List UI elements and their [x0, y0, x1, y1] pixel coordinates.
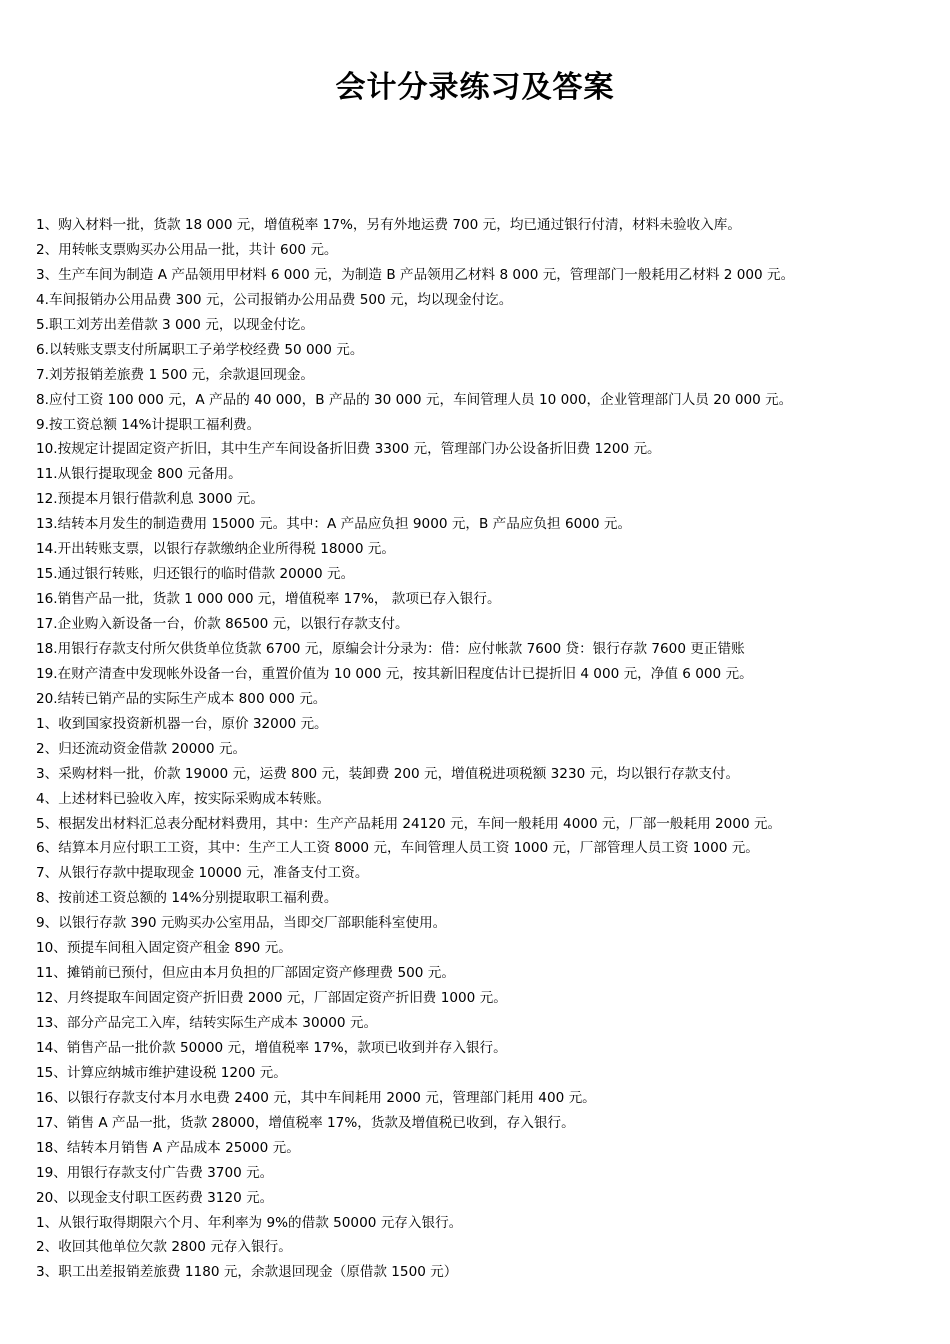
exercise-line: 16.销售产品一批，货款 1 000 000 元，增值税率 17%， 款项已存入银行。: [36, 591, 501, 608]
exercise-line: 4.车间报销办公用品费 300 元，公司报销办公用品费 500 元，均以现金付讫。: [36, 291, 513, 308]
exercise-line: 6.以转账支票支付所属职工子弟学校经费 50 000 元。: [36, 341, 364, 358]
exercise-line: 1、从银行取得期限六个月、年利率为 9%的借款 50000 元存入银行。: [36, 1214, 463, 1231]
exercise-line: 6、结算本月应付职工工资，其中：生产工人工资 8000 元，车间管理人员工资 1000 元，厂部管理人员工资 1000 元。: [36, 840, 759, 857]
exercise-line: 15.通过银行转账，归还银行的临时借款 20000 元。: [36, 566, 355, 583]
exercise-line: 15、计算应纳城市维护建设税 1200 元。: [36, 1064, 287, 1081]
exercise-line: 1、收到国家投资新机器一台，原价 32000 元。: [36, 715, 328, 732]
exercise-line: 1、购入材料一批，货款 18 000 元，增值税率 17%，另有外地运费 700 元，均已通过银行付清，材料未验收入库。: [36, 217, 741, 233]
exercise-line: 3、采购材料一批，价款 19000 元，运费 800 元，装卸费 200 元，增值税进项税额 3230 元，均以银行存款支付。: [36, 765, 740, 782]
exercise-line: 12.预提本月银行借款利息 3000 元。: [36, 491, 264, 508]
exercise-line: 11.从银行提取现金 800 元备用。: [36, 466, 242, 483]
exercise-list: [36, 213, 941, 1285]
exercise-line: 14、销售产品一批价款 50000 元，增值税率 17%，款项已收到并存入银行。: [36, 1039, 507, 1056]
exercise-line: 2、用转帐支票购买办公用品一批，共计 600 元。: [36, 241, 338, 258]
exercise-line: 5、根据发出材料汇总表分配材料费用，其中：生产产品耗用 24120 元，车间一般耗用 4000 元，厂部一般耗用 2000 元。: [36, 815, 782, 832]
exercise-line: 19、用银行存款支付广告费 3700 元。: [36, 1164, 274, 1181]
exercise-line: 18、结转本月销售 A 产品成本 25000 元。: [36, 1139, 300, 1156]
exercise-line: 9.按工资总额 14%计提职工福利费。: [36, 416, 261, 433]
exercise-line: 11、摊销前已预付，但应由本月负担的厂部固定资产修理费 500 元。: [36, 965, 455, 982]
exercise-line: 7.刘芳报销差旅费 1 500 元，余款退回现金。: [36, 366, 315, 383]
exercise-line: 9、以银行存款 390 元购买办公室用品，当即交厂部职能科室使用。: [36, 915, 447, 932]
exercise-line: 19.在财产清查中发现帐外设备一台，重置价值为 10 000 元，按其新旧程度估计已提折旧 4 000 元，净值 6 000 元。: [36, 665, 753, 682]
exercise-line: 13、部分产品完工入库，结转实际生产成本 30000 元。: [36, 1015, 378, 1031]
exercise-line: 2、收回其他单位欠款 2800 元存入银行。: [36, 1239, 292, 1256]
exercise-line: 3、职工出差报销差旅费 1180 元，余款退回现金（原借款 1500 元）: [36, 1264, 458, 1281]
exercise-line: 8.应付工资 100 000 元，A 产品的 40 000，B 产品的 30 000 元，车间管理人员 10 000，企业管理部门人员 20 000 元。: [36, 391, 793, 408]
exercise-line: 13.结转本月发生的制造费用 15000 元。其中：A 产品应负担 9000 元，B 产品应负担 6000 元。: [36, 516, 632, 533]
exercise-line: 18.用银行存款支付所欠供货单位货款 6700 元，原编会计分录为：借：应付帐款 7600 贷：银行存款 7600 更正错账: [36, 640, 745, 657]
exercise-line: 10.按规定计提固定资产折旧，其中生产车间设备折旧费 3300 元，管理部门办公设备折旧费 1200 元。: [36, 441, 661, 458]
exercise-line: 10、预提车间租入固定资产租金 890 元。: [36, 940, 292, 957]
exercise-line: 16、以银行存款支付本月水电费 2400 元，其中车间耗用 2000 元，管理部门耗用 400 元。: [36, 1089, 596, 1106]
exercise-line: 20.结转已销产品的实际生产成本 800 000 元。: [36, 690, 327, 707]
exercise-line: 14.开出转账支票，以银行存款缴纳企业所得税 18000 元。: [36, 541, 395, 558]
exercise-line: 5.职工刘芳出差借款 3 000 元，以现金付讫。: [36, 316, 315, 333]
exercise-line: 8、按前述工资总额的 14%分别提取职工福利费。: [36, 890, 338, 907]
exercise-line: 2、归还流动资金借款 20000 元。: [36, 740, 247, 757]
exercise-line: 4、上述材料已验收入库，按实际采购成本转账。: [36, 790, 331, 807]
exercise-line: 17.企业购入新设备一台，价款 86500 元，以银行存款支付。: [36, 616, 409, 632]
exercise-line: 20、以现金支付职工医药费 3120 元。: [36, 1189, 274, 1206]
exercise-line: 17、销售 A 产品一批，货款 28000，增值税率 17%，货款及增值税已收到，存入银行。: [36, 1114, 575, 1131]
exercise-line: 12、月终提取车间固定资产折旧费 2000 元，厂部固定资产折旧费 1000 元。: [36, 990, 507, 1007]
exercise-line: 3、生产车间为制造 A 产品领用甲材料 6 000 元，为制造 B 产品领用乙材料 8 000 元，管理部门一般耗用乙材料 2 000 元。: [36, 266, 795, 283]
page-title: 会计分录练习及答案: [335, 70, 615, 105]
exercise-line: 7、从银行存款中提取现金 10000 元，准备支付工资。: [36, 865, 369, 882]
